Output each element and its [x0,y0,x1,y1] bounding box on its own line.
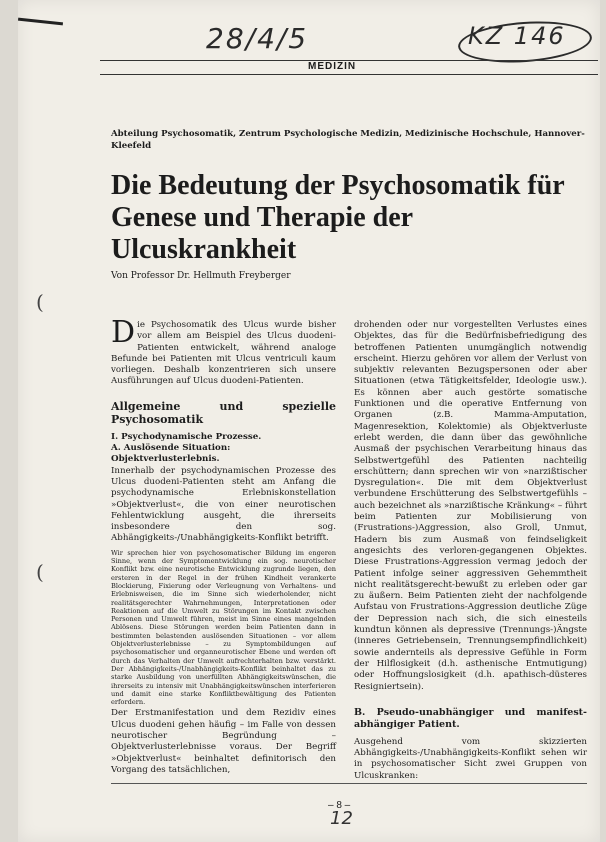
subheading-3: Objektverlusterlebnis. [111,454,220,465]
right-paragraph-1: drohenden oder nur vorgestellten Verlustes eines Objektes, das für die Bedürfnisbefriedigung des betroffenen Patienten unumgänglich notwendig erscheint. Hierzu gehören vor allem der Verlust von subjektiv relevanten Bezugspersonen oder aber Situationen (etwa Tätigkeitsfelder, Ideologie usw.). Es können aber auch gestörte somatische Funktionen und die operative Entfernung von Organen (z.B. Mamma-Amputation, Magenresektion, Kolektomie) als Objektverluste erlebt werden, die dann über das gewöhnliche Ausmaß der psychischen Verarbeitung hinaus das Selbstwertgefühl des Patienten nachteilig erschüttern; dann sprechen wir von »narzißtischer Dysregulation«. Die mit dem Objektverlust verbundene Erschütterung des Selbstwertgefühls – auch bezeichnet als »narzißtische Kränkung« – führt beim Patienten zur Mobilisierung von (Frustrations-)Aggression, also Groll, Unmut, Hadern bis zum Ausmaß von feindseligkeit angesichts des verloren-gegangenen Objektes. Diese Frustrations-Aggression vermag jedoch der Patient infolge seiner aggressiven Gehemmtheit nicht realitätsgerecht-bewußt zu erleben oder gar zu äußern. Beim Patienten zieht der nachfolgende Aufstau von Frustrations-Aggression deutliche Züge der Depression nach sich, die sich einesteils kundtun können als depressive (Trennungs-)Ängste (inneres Getriebensein, Trennungsempfindlichkeit) sowie andernteils als depressive Gefühle in Form der Hilflosigkeit (d.h. asthenische Entmutigung) oder Hoffnungslosigkeit (d.h. apathisch-düsteres Resigniertsein). [354,320,587,692]
subheading-1: I. Psychodynamische Prozesse. [111,431,262,442]
author-line: Von Professor Dr. Hellmuth Freyberger [111,271,291,281]
drop-cap: D [111,315,136,350]
section-rule-bottom [100,74,598,75]
handwritten-date: 28/4/5 [206,22,309,55]
footnote-block: Wir sprechen hier von psychosomatischer Bildung im engeren Sinne, wenn der Symptomentwicklung ein sog. neurotischer Konflikt bzw. eine neurotische Entwicklung zugrunde liegen, den ersteren in der Regel in der frühen Kindheit verankerte Blockierung, Fixierung oder Verleugnung von Verhaltens- und Erlebnisweisen, die im Sinne sich wiederholender, nicht realitätsgerechter Wahrnehmungen, Interpretationen oder Reaktionen auf die Umwelt zu Störungen im Kontakt zwischen Personen und Umwelt führen, meist im Sinne eines mangelnden Ablösens. Diese Störungen werden beim Patienten dann in bestimmten belastenden auslösenden Situationen – vor allem Objektverlusterlebnisse – zu Symptombildungen auf psychosomatischer und organneurotischer Ebene und werden oft durch das Verhalten der Umwelt aufrechterhalten bzw. verstärkt. Der Abhängigkeits-/Unabhängigkeits-Konflikt beinhaltet das zu starke Ausbildung von unerfüllten Abhängigkeitswünschen, die ihrerseits zu intensiv mit Unabhängigkeitswünschen interferieren und damit eine starke Konfliktbewältigung des Patienten erfordern. [111,548,336,707]
punch-hole-mark: ( [36,560,44,584]
paragraph-2: Der Erstmanifestation und dem Rezidiv eines Ulcus duodeni gehen häufig – im Falle von dessen neurotischer Begründung – Objektverlusterlebnisse voraus. Der Begriff »Objektverlust« beinhaltet definitorisch den Vorgang des tatsächlichen, [111,708,336,775]
affiliation: Abteilung Psychosomatik, Zentrum Psychologische Medizin, Medizinische Hochschule, Hannover-Kleefeld [111,129,585,151]
right-paragraph-2: Ausgehend vom skizzierten Abhängigkeits-/Unabhängigkeits-Konflikt sehen wir in psychosomatischer Sicht zwei Gruppen von Ulcuskranken: [354,736,587,781]
intro-text: ie Psychosomatik des Ulcus wurde bisher vor allem am Beispiel des Ulcus duodeni-Patienten entwickelt, während analoge Befunde bei Patienten mit Ulcus ventriculi kaum vorliegen. Deshalb konzentrieren sich unsere Ausführungen auf Ulcus duodeni-Patienten. [111,320,336,387]
corner-mark [18,18,63,26]
left-column [111,315,336,776]
handwritten-page-number: 12 [330,808,353,829]
article-title: Die Bedeutung der Psychosomatik für Genese und Therapie der Ulcuskrankheit [111,170,565,265]
intro-paragraph [111,315,336,388]
right-heading: B. Pseudo-unabhängiger und manifest-abhängiger Patient. [354,706,587,730]
page-number: – 8 – [328,800,351,811]
section-heading: Allgemeine und spezielle Psychosomatik [111,399,336,426]
subheading-2: A. Auslösende Situation: [111,443,231,454]
paragraph-1: Innerhalb der psychodynamischen Prozesse des Ulcus duodeni-Patienten steht am Anfang die psychodynamische Erlebniskonstellation »Objektverlust«, die von einer neurotischen Fehlentwicklung ausgeht, die ihrerseits insbesondere den sog. Abhängigkeits-/Unabhängigkeits-Konflikt betrifft. [111,465,336,544]
document-page [18,0,600,842]
right-column [354,320,587,782]
bottom-rule [111,783,587,784]
section-label: MEDIZIN [308,61,357,72]
punch-hole-mark: ( [36,290,44,314]
handwritten-code: KZ 146 [468,22,566,50]
